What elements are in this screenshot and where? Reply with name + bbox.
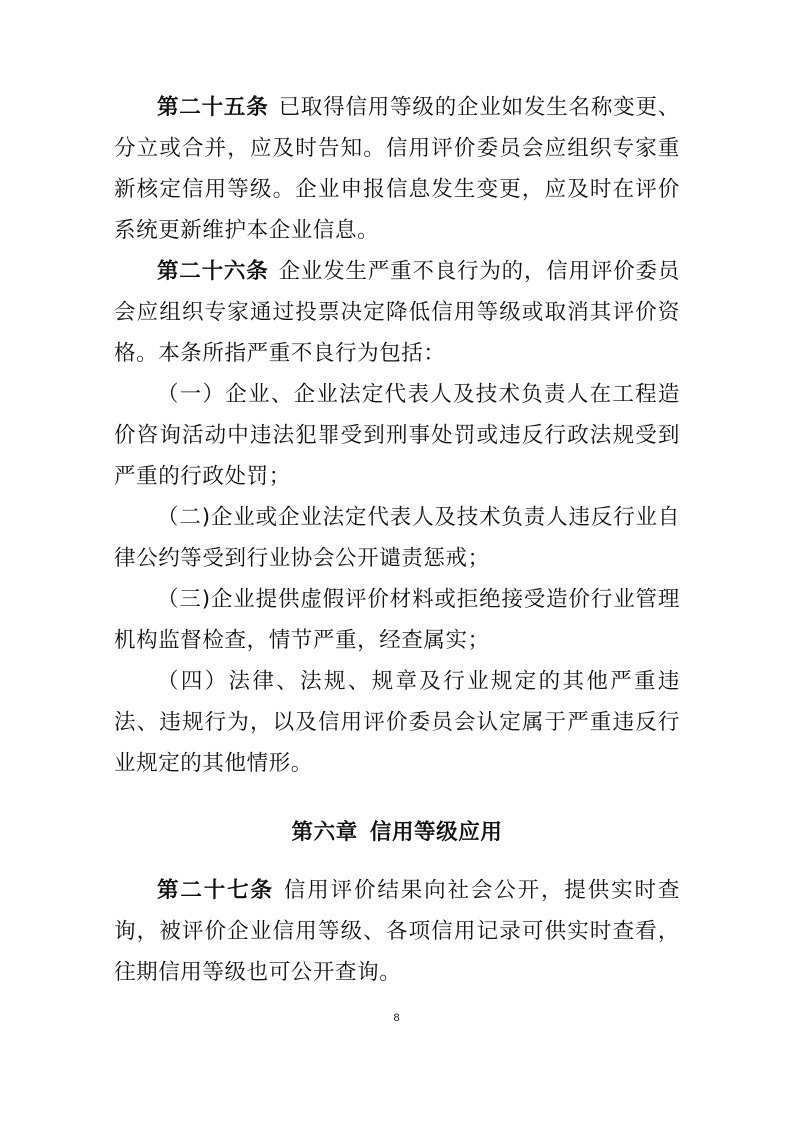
article-26-label: 第二十六条 <box>157 259 269 284</box>
article-26-item-3: （三)企业提供虚假评价材料或拒绝接受造价行业管理机构监督检查，情节严重，经查属实； <box>114 587 680 653</box>
article-26 <box>114 251 680 374</box>
article-27-label: 第二十七条 <box>157 878 274 903</box>
chapter-number: 第六章 <box>291 820 358 845</box>
article-26-text: 企业发生严重不良行为的，信用评价委员会应组织专家通过投票决定降低信用等级或取消其评价资格。本条所指严重不良行为包括： <box>114 259 680 366</box>
chapter-title: 信用等级应用 <box>369 820 503 845</box>
page-number: 8 <box>393 1012 400 1024</box>
article-25-label: 第二十五条 <box>157 95 269 120</box>
article-27-text: 信用评价结果向社会公开，提供实时查询，被评价企业信用等级、各项信用记录可供实时查看，往期信用等级也可公开查询。 <box>114 878 680 985</box>
chapter-heading <box>114 812 680 853</box>
article-25-text: 已取得信用等级的企业如发生名称变更、分立或合并，应及时告知。信用评价委员会应组织专家重新核定信用等级。企业申报信息发生变更，应及时在评价系统更新维护本企业信息。 <box>114 95 680 243</box>
article-27 <box>114 870 680 993</box>
article-26-item-2: （二)企业或企业法定代表人及技术负责人违反行业自律公约等受到行业协会公开谴责惩戒； <box>114 505 680 571</box>
article-26-item-1: （一）企业、企业法定代表人及技术负责人在工程造价咨询活动中违法犯罪受到刑事处罚或违反行政法规受到严重的行政处罚； <box>114 382 680 489</box>
article-26-item-4: （四）法律、法规、规章及行业规定的其他严重违法、违规行为，以及信用评价委员会认定属于严重违反行业规定的其他情形。 <box>114 669 680 776</box>
article-25 <box>114 87 680 251</box>
